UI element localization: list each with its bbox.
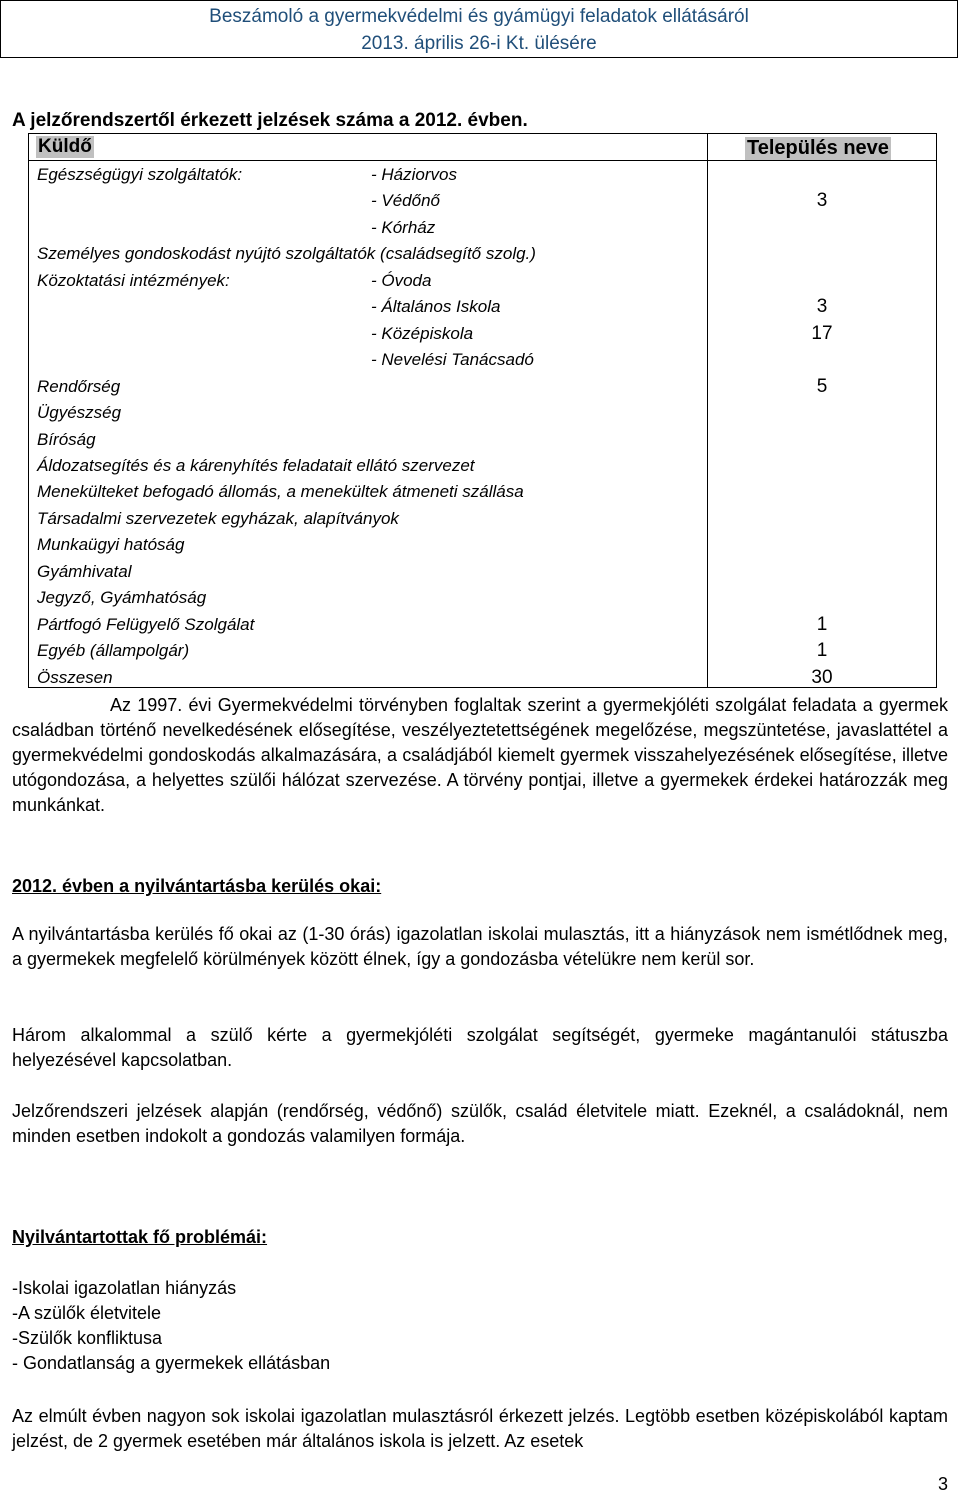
reasons-paragraph: A nyilvántartásba kerülés fő okai az (1-30 órás) igazolatlan iskolai mulasztás, itt a hiányzások nem ismétlődnek meg, a gyermekek megfelelő körülmények között élnek, így a gondozásba vételükre nem kerül sor.: [12, 924, 948, 969]
row-count: 1: [816, 640, 828, 662]
row-count: 3: [816, 296, 828, 318]
intro-paragraph: Az 1997. évi Gyermekvédelmi törvényben foglaltak szerint a gyermekjóléti szolgálat feladata a gyermek családban történő nevelkedésének elősegítése, veszélyeztetettségének megelőzése, megszüntetése, javaslattétel a gyermekvédelmi gondoskodás alkalmazására, a családjából kiemelt gyermek visszahelyezésének elősegítése, illetve utógondozása, a helyettes szülői hálózat szervezése. A törvény pontjai, illetve a gyermekek érdekei határozzák meg munkánkat.: [12, 695, 948, 815]
row-sender: Közoktatási intézmények:: [37, 270, 230, 290]
header-title: Beszámoló a gyermekvédelmi és gyámügyi feladatok ellátásáról: [209, 6, 749, 27]
row-count: 5: [816, 375, 828, 397]
row-sender: Személyes gondoskodást nyújtó szolgáltatók (családsegítő szolg.): [37, 244, 536, 264]
column-header-sender: Küldő: [38, 136, 92, 157]
row-sender: Bíróság: [37, 429, 96, 449]
header-subtitle: 2013. április 26-i Kt. ülésére: [361, 33, 597, 54]
subtitle-problems-text: Nyilvántartottak fő problémái:: [12, 1227, 268, 1247]
table-row: [29, 161, 936, 187]
row-sender: Összesen: [37, 667, 113, 687]
table-row: [29, 664, 936, 690]
row-subtype: - Óvoda: [371, 270, 432, 290]
row-sender: Rendőrség: [37, 376, 121, 396]
signals-table: [28, 133, 937, 688]
table-row: [29, 478, 936, 504]
row-sender: Munkaügyi hatóság: [37, 535, 185, 555]
subtitle-reasons: [12, 874, 948, 899]
table-row: [29, 584, 936, 610]
table-row: [29, 293, 936, 319]
row-subtype: - Általános Iskola: [371, 297, 501, 317]
page-header: [0, 0, 958, 58]
signal-system-paragraph: Jelzőrendszeri jelzések alapján (rendőrség, védőnő) szülők, család életvitele miatt. Ezeknél, a családoknál, nem minden esetben indokolt a gondozás valamilyen formája.: [12, 1101, 948, 1146]
row-subtype: - Középiskola: [371, 323, 474, 343]
parent-request-paragraph: Három alkalommal a szülő kérte a gyermekjóléti szolgálat segítségét, gyermeke magántanulói státuszba helyezésével kapcsolatban.: [12, 1025, 948, 1070]
table-row: [29, 452, 936, 478]
table-row: [29, 611, 936, 637]
table-row: [29, 373, 936, 399]
problems-list: [12, 1276, 330, 1376]
row-sender: Áldozatsegítés és a kárenyhítés feladatait ellátó szervezet: [37, 455, 475, 475]
subtitle-problems: [12, 1225, 948, 1250]
table-row: [29, 346, 936, 372]
table-row: [29, 320, 936, 346]
row-sender: Társadalmi szervezetek egyházak, alapítványok: [37, 508, 399, 528]
row-sender: Egészségügyi szolgáltatók:: [37, 165, 243, 184]
table-row: [29, 505, 936, 531]
closing-paragraph: Az elmúlt évben nagyon sok iskolai igazolatlan mulasztásról érkezett jelzés. Legtöbb esetben középiskolából kaptam jelzést, de 2 gyermek esetében már általános iskola is jelzett. Az esetek: [12, 1406, 948, 1451]
row-subtype: - Kórház: [371, 217, 436, 237]
list-item: - Gondatlanság a gyermekek ellátásban: [12, 1353, 331, 1373]
row-subtype: - Nevelési Tanácsadó: [371, 350, 534, 370]
page-number: 3: [937, 1474, 948, 1494]
table-row: [29, 531, 936, 557]
list-item: -A szülők életvitele: [12, 1303, 162, 1323]
table-row: [29, 214, 936, 240]
table-row: [29, 637, 936, 663]
row-sender: Jegyző, Gyámhatóság: [37, 588, 207, 608]
table-row: [29, 267, 936, 293]
row-sender: Gyámhivatal: [37, 561, 132, 581]
column-header-settlement: Település neve: [747, 137, 889, 159]
subtitle-reasons-text: 2012. évben a nyilvántartásba kerülés okai:: [12, 876, 382, 896]
row-count: 30: [811, 666, 833, 688]
section-title: A jelzőrendszertől érkezett jelzések száma a 2012. évben.: [12, 110, 528, 131]
table-row: [29, 426, 936, 452]
row-sender: Ügyészség: [37, 403, 122, 423]
row-count: 3: [816, 190, 828, 212]
row-subtype: - Háziorvos: [371, 165, 457, 184]
list-item: -Szülők konfliktusa: [12, 1328, 163, 1348]
list-item: -Iskolai igazolatlan hiányzás: [12, 1278, 237, 1298]
row-count: 1: [816, 613, 828, 635]
table-row: [29, 558, 936, 584]
table-row: [29, 240, 936, 266]
row-subtype: - Védőnő: [371, 191, 440, 211]
row-count: 17: [811, 322, 833, 344]
table-row: [29, 187, 936, 213]
table-row: [29, 399, 936, 425]
row-sender: Menekülteket befogadó állomás, a menekültek átmeneti szállása: [37, 482, 524, 502]
row-sender: Pártfogó Felügyelő Szolgálat: [37, 614, 255, 634]
row-sender: Egyéb (állampolgár): [37, 641, 190, 661]
